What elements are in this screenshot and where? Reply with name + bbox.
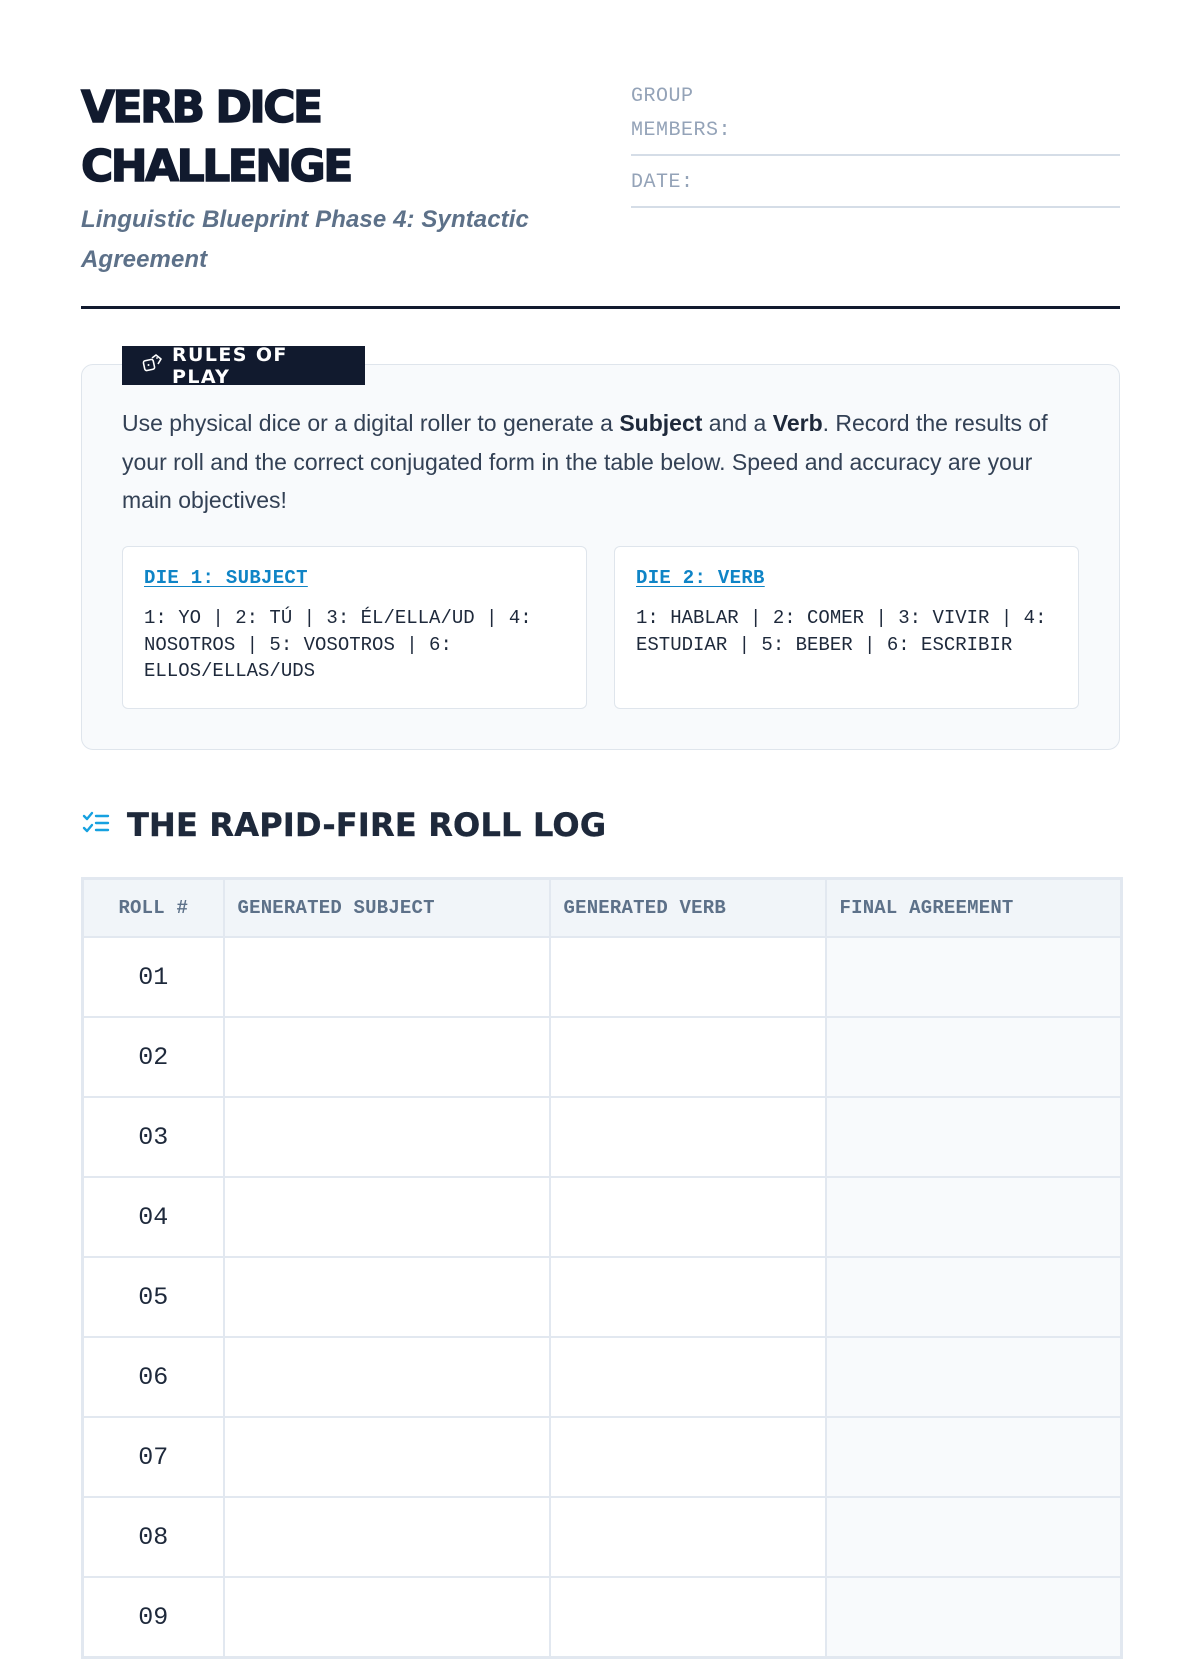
rules-tab-label: RULES OF PLAY [172, 343, 288, 388]
rules-text-1: Use physical dice or a digital roller to generate a [122, 410, 620, 436]
agreement-cell[interactable] [826, 1017, 1122, 1097]
roll-number: 06 [83, 1337, 224, 1417]
roll-log-heading [81, 806, 606, 844]
table-row [83, 1017, 1122, 1097]
agreement-cell[interactable] [826, 937, 1122, 1017]
subject-cell[interactable] [224, 937, 550, 1017]
meta-fields [631, 80, 1120, 194]
subject-cell[interactable] [224, 1497, 550, 1577]
worksheet-header [81, 0, 1120, 310]
verb-cell[interactable] [550, 1337, 826, 1417]
rules-verb-word: Verb [772, 410, 823, 436]
table-header-row [83, 879, 1122, 938]
subject-cell[interactable] [224, 1097, 550, 1177]
table-row [83, 937, 1122, 1017]
page-subtitle: Linguistic Blueprint Phase 4: Syntactic Agreement [81, 206, 529, 273]
roll-log-title: THE RAPID-FIRE ROLL LOG [127, 806, 607, 844]
subject-cell[interactable] [224, 1417, 550, 1497]
agreement-cell[interactable] [826, 1097, 1122, 1177]
roll-number: 04 [83, 1177, 224, 1257]
worksheet-page [81, 0, 1120, 1632]
table-row [83, 1417, 1122, 1497]
roll-number: 07 [83, 1417, 224, 1497]
subject-cell[interactable] [224, 1257, 550, 1337]
die-1-list: 1: YO | 2: TÚ | 3: ÉL/ELLA/UD | 4: NOSOTROS | 5: VOSOTROS | 6: ELLOS/ELLAS/UDS [144, 607, 532, 682]
column-header-verb: GENERATED VERB [550, 879, 826, 938]
agreement-cell[interactable] [826, 1177, 1122, 1257]
agreement-cell[interactable] [826, 1257, 1122, 1337]
subject-cell[interactable] [224, 1177, 550, 1257]
column-header-roll: ROLL # [83, 879, 224, 938]
verb-cell[interactable] [550, 1417, 826, 1497]
roll-number: 09 [83, 1577, 224, 1658]
dice-icon [142, 353, 162, 378]
agreement-cell[interactable] [826, 1577, 1122, 1658]
roll-number: 03 [83, 1097, 224, 1177]
verb-cell[interactable] [550, 1097, 826, 1177]
roll-number: 05 [83, 1257, 224, 1337]
roll-number: 08 [83, 1497, 224, 1577]
verb-cell[interactable] [550, 1257, 826, 1337]
rules-text-3: . Record the results of your roll and the correct conjugated form in the table below. Speed and accuracy are your main objectives! [122, 410, 1048, 513]
die-1-card [122, 546, 587, 709]
verb-cell[interactable] [550, 1017, 826, 1097]
date-field[interactable]: DATE: [631, 166, 1120, 208]
rules-subject-word: Subject [619, 410, 703, 436]
page-title: VERB DICE CHALLENGE [81, 82, 351, 192]
die-2-title: DIE 2: VERB [636, 567, 765, 589]
column-header-subject: GENERATED SUBJECT [224, 879, 550, 938]
group-members-field[interactable]: GROUP MEMBERS: [631, 85, 732, 142]
rules-text-2: and a [702, 410, 773, 436]
agreement-cell[interactable] [826, 1337, 1122, 1417]
verb-cell[interactable] [550, 1497, 826, 1577]
agreement-cell[interactable] [826, 1417, 1122, 1497]
die-2-card [614, 546, 1079, 709]
checklist-icon [81, 808, 111, 843]
verb-cell[interactable] [550, 1577, 826, 1658]
table-row [83, 1257, 1122, 1337]
subject-cell[interactable] [224, 1577, 550, 1658]
roll-number: 02 [83, 1017, 224, 1097]
table-row [83, 1177, 1122, 1257]
column-header-agreement: FINAL AGREEMENT [826, 879, 1122, 938]
table-row [83, 1577, 1122, 1658]
agreement-cell[interactable] [826, 1497, 1122, 1577]
table-row [83, 1097, 1122, 1177]
rules-tab [122, 343, 365, 388]
die-2-list: 1: HABLAR | 2: COMER | 3: VIVIR | 4: ESTUDIAR | 5: BEBER | 6: ESCRIBIR [636, 607, 1047, 656]
table-row [83, 1337, 1122, 1417]
verb-cell[interactable] [550, 937, 826, 1017]
roll-log-table [81, 877, 1123, 1659]
verb-cell[interactable] [550, 1177, 826, 1257]
subject-cell[interactable] [224, 1337, 550, 1417]
rules-description [122, 404, 1062, 520]
header-divider [81, 306, 1120, 309]
table-row [83, 1497, 1122, 1577]
subject-cell[interactable] [224, 1017, 550, 1097]
die-1-title: DIE 1: SUBJECT [144, 567, 308, 589]
roll-number: 01 [83, 937, 224, 1017]
group-members-line [631, 154, 1120, 156]
